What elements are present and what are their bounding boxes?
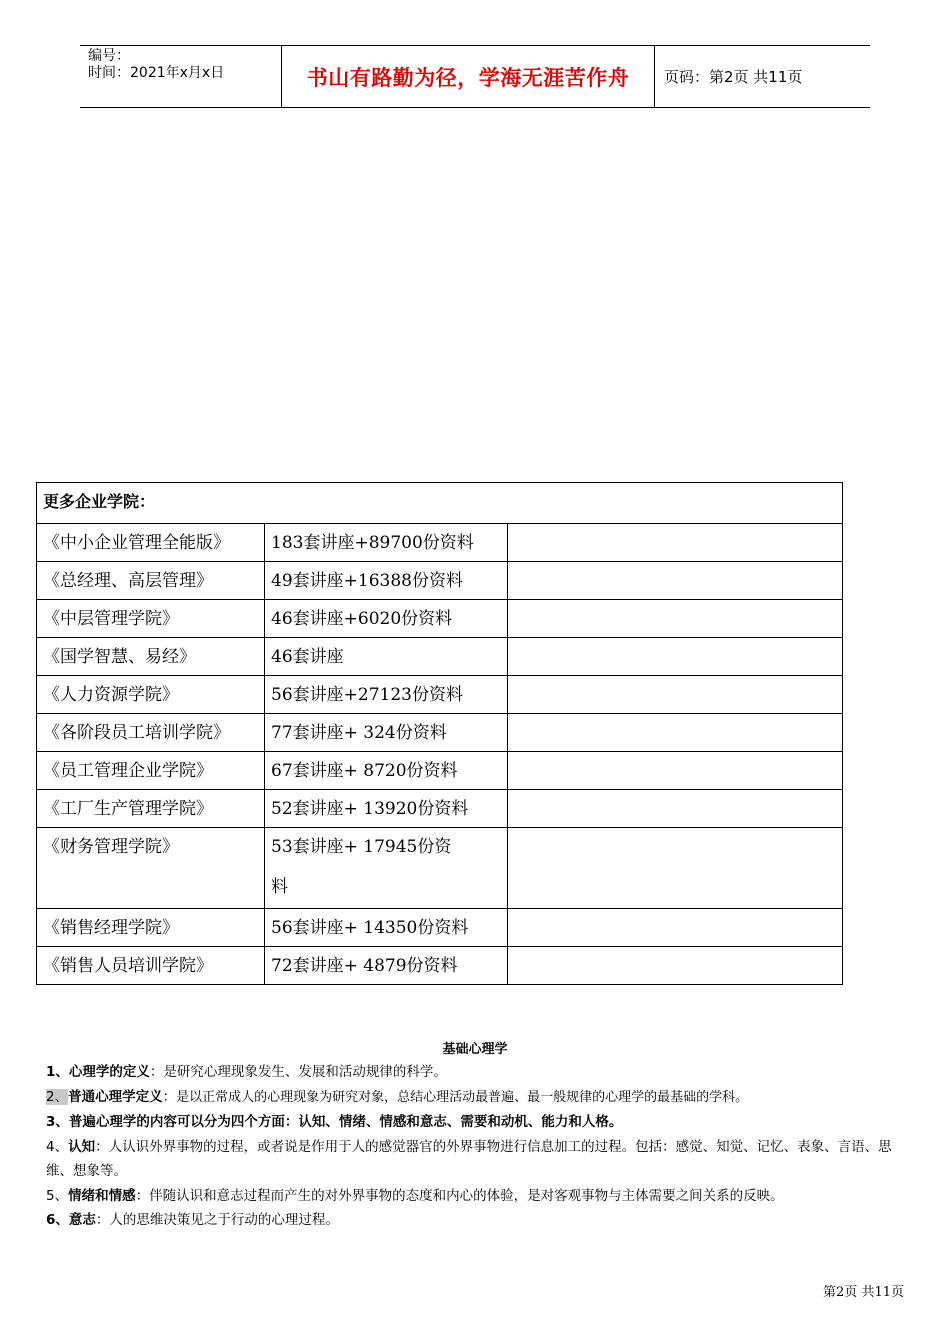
row-value: 72套讲座+ 4879份资料 <box>265 947 508 985</box>
table-row <box>37 638 843 676</box>
row-empty <box>508 947 843 985</box>
item-text: 人的思维决策见之于行动的心理过程。 <box>109 1212 339 1228</box>
time-label: 时间：2021年x月x日 <box>88 65 225 81</box>
header-meta <box>80 46 282 107</box>
item-sep: ： <box>162 1088 177 1105</box>
row-name-text: 《财务管理学院》 <box>43 837 179 857</box>
row-empty <box>508 562 843 600</box>
row-value: 49套讲座+16388份资料 <box>265 562 508 600</box>
row-empty <box>508 790 843 828</box>
page-footer: 第2页 共11页 <box>823 1285 904 1300</box>
table-title: 更多企业学院： <box>37 483 843 524</box>
header-page-cell <box>655 46 870 107</box>
row-name: 《中层管理学院》 <box>37 600 265 638</box>
row-value: 46套讲座 <box>265 638 508 676</box>
header-motto-cell <box>282 46 655 107</box>
item-number: 5、 <box>46 1187 69 1204</box>
article-title: 基础心理学 <box>442 1042 508 1057</box>
row-value: 56套讲座+27123份资料 <box>265 676 508 714</box>
row-value: 183套讲座+89700份资料 <box>265 524 508 562</box>
row-empty <box>508 828 843 909</box>
row-value: 77套讲座+ 324份资料 <box>265 714 508 752</box>
page-header <box>80 45 870 108</box>
row-value: 56套讲座+ 14350份资料 <box>265 909 508 947</box>
item-sep: ： <box>95 1212 110 1228</box>
item-text: 是研究心理现象发生、发展和活动规律的科学。 <box>163 1064 447 1080</box>
row-value: 46套讲座+6020份资料 <box>265 600 508 638</box>
table-row <box>37 600 843 638</box>
item-sep: ： <box>95 1138 109 1155</box>
row-name: 《员工管理企业学院》 <box>37 752 265 790</box>
table-row <box>37 524 843 562</box>
table-row <box>37 909 843 947</box>
article-item-6 <box>46 1208 912 1233</box>
row-empty <box>508 638 843 676</box>
row-empty <box>508 714 843 752</box>
row-value: 67套讲座+ 8720份资料 <box>265 752 508 790</box>
article-item-3 <box>46 1110 912 1135</box>
number-label: 编号： <box>88 48 130 64</box>
row-value <box>265 828 508 909</box>
academy-table <box>36 482 843 985</box>
row-value-line2: 料 <box>271 877 288 897</box>
item-label: 情绪和情感 <box>68 1187 136 1204</box>
table-row <box>37 790 843 828</box>
row-empty <box>508 524 843 562</box>
item-label: 认知 <box>68 1138 96 1155</box>
row-empty <box>508 676 843 714</box>
article-item-4 <box>46 1135 912 1184</box>
item-label: 普通心理学定义 <box>68 1088 163 1105</box>
item-number: 2、 <box>46 1088 69 1105</box>
row-name: 《各阶段员工培训学院》 <box>37 714 265 752</box>
page-label: 页码：第2页 共11页 <box>664 68 803 86</box>
table-row <box>37 947 843 985</box>
row-name: 《人力资源学院》 <box>37 676 265 714</box>
row-name <box>37 828 265 909</box>
item-text: 人认识外界事物的过程，或者说是作用于人的感觉器官的外界事物进行信息加工的过程。包括：感觉、知觉、记忆、表象、言语、思维、想象等。 <box>46 1138 892 1179</box>
item-sep: ： <box>149 1064 164 1080</box>
item-text: 伴随认识和意志过程而产生的对外界事物的态度和内心的体验，是对客观事物与主体需要之间关系的反映。 <box>149 1187 784 1204</box>
article-item-1 <box>46 1060 912 1085</box>
row-name: 《工厂生产管理学院》 <box>37 790 265 828</box>
row-value: 52套讲座+ 13920份资料 <box>265 790 508 828</box>
table-row <box>37 714 843 752</box>
row-empty <box>508 600 843 638</box>
table-row <box>37 752 843 790</box>
item-label: 6、意志 <box>46 1212 96 1228</box>
motto: 书山有路勤为径，学海无涯苦作舟 <box>306 65 630 90</box>
row-name: 《中小企业管理全能版》 <box>37 524 265 562</box>
row-name: 《国学智慧、易经》 <box>37 638 265 676</box>
table-title-row <box>37 483 843 524</box>
item-sep: ： <box>135 1187 150 1204</box>
item-label: 3、普遍心理学的内容可以分为四个方面：认知、情绪、情感和意志、需要和动机、能力和人格。 <box>46 1114 623 1130</box>
row-name: 《销售人员培训学院》 <box>37 947 265 985</box>
row-empty <box>508 909 843 947</box>
table-row <box>37 676 843 714</box>
row-value-line1: 53套讲座+ 17945份资 <box>271 837 452 857</box>
row-empty <box>508 752 843 790</box>
article-item-5 <box>46 1184 912 1209</box>
table-row <box>37 828 843 909</box>
article-item-2 <box>46 1085 912 1111</box>
item-label: 1、心理学的定义 <box>46 1064 150 1080</box>
row-name: 《总经理、高层管理》 <box>37 562 265 600</box>
article-body <box>46 1060 912 1233</box>
item-text: 是以正常成人的心理现象为研究对象，总结心理活动最普遍、最一般规律的心理学的最基础的学科。 <box>176 1089 749 1105</box>
item-number: 4、 <box>46 1138 69 1155</box>
row-name: 《销售经理学院》 <box>37 909 265 947</box>
table-row <box>37 562 843 600</box>
